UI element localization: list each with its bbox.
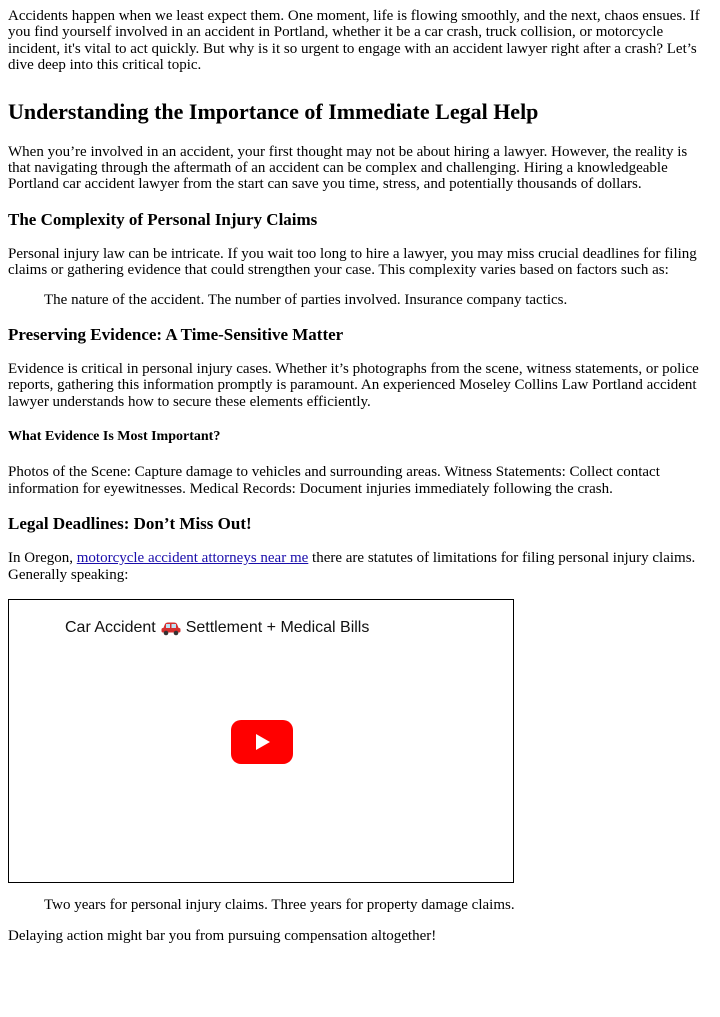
deadlines-text-before: In Oregon, (8, 550, 77, 567)
car-icon (160, 620, 182, 636)
evidence-paragraph: Evidence is critical in personal injury cases. Whether it’s photographs from the scene, witness statements, or police reports, gathering this information promptly is paramount. An experienced Moseley Collins Law Portland accident lawyer understands how to secure these elements efficiently. (8, 361, 699, 410)
video-title-end: Settlement + Medical Bills (185, 618, 370, 636)
complexity-factors-list: The nature of the accident. The number of parties involved. Insurance company tactics. (44, 291, 568, 308)
deadline-items-list: Two years for personal injury claims. Three years for property damage claims. (44, 896, 515, 913)
play-button-icon[interactable] (231, 720, 293, 764)
importance-paragraph: When you’re involved in an accident, your first thought may not be about hiring a lawyer. However, the reality is that navigating through the aftermath of an accident can be complex and challenging. Hiring a knowledgeable Portland car accident lawyer from the start can save you time, stress, and potentially thousands of dollars. (8, 143, 688, 193)
deadlines-text-after: there are statutes of limitations for filing personal injury claims. Generally speaking: (8, 550, 696, 583)
video-title-start: Car Accident (65, 618, 156, 636)
video-title (65, 620, 369, 636)
deadlines-heading: Legal Deadlines: Don’t Miss Out! (8, 514, 252, 534)
evidence-list: Photos of the Scene: Capture damage to vehicles and surrounding areas. Witness Statements: Collect contact information for eyewitnesses. Medical Records: Document injuries immediately following the crash. (8, 464, 660, 497)
complexity-heading: The Complexity of Personal Injury Claims (8, 209, 318, 229)
motorcycle-attorneys-link[interactable]: motorcycle accident attorneys near me (76, 550, 309, 567)
evidence-heading: Preserving Evidence: A Time-Sensitive Matter (8, 325, 344, 345)
deadlines-paragraph (8, 550, 712, 583)
intro-paragraph: Accidents happen when we least expect them. One moment, life is flowing smoothly, and the next, chaos ensues. If you find yourself involved in an accident in Portland, whether it be a car crash, truck collision, or motorcycle incident, it's vital to act quickly. But why is it so urgent to engage with an accident lawyer right after a crash? Let’s dive deep into this critical topic. (8, 8, 700, 74)
complexity-paragraph: Personal injury law can be intricate. If you wait too long to hire a lawyer, you may miss crucial deadlines for filing claims or gathering evidence that could strengthen your case. This complexity varies based on factors such as: (8, 245, 697, 279)
closing-paragraph: Delaying action might bar you from pursuing compensation altogether! (8, 928, 437, 945)
video-embed[interactable] (8, 599, 514, 883)
main-heading: Understanding the Importance of Immediate Legal Help (8, 98, 539, 124)
evidence-subheading: What Evidence Is Most Important? (8, 429, 221, 445)
